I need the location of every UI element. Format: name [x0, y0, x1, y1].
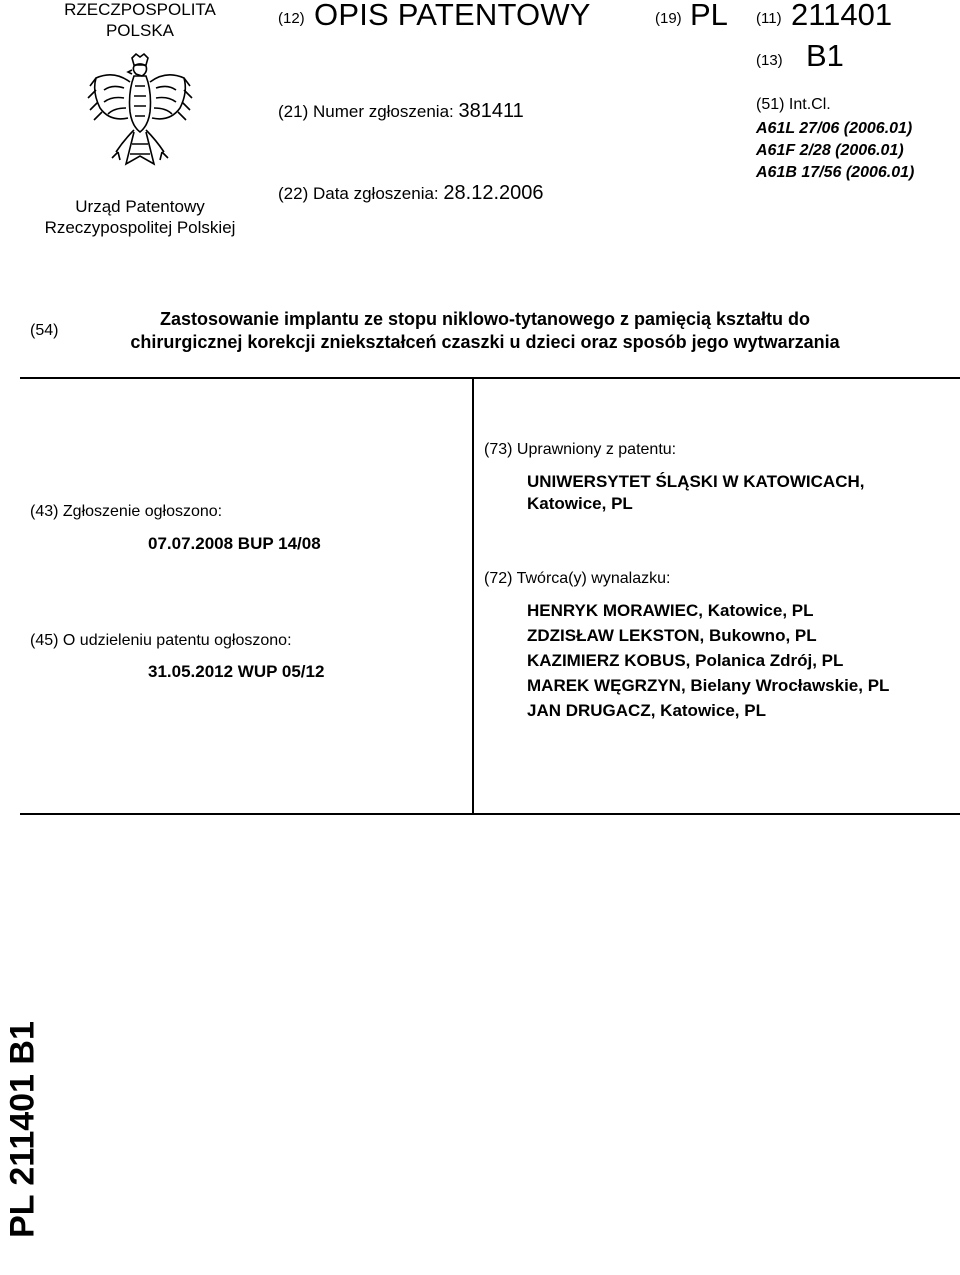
code-22: (22)	[278, 184, 309, 203]
application-date-label: Data zgłoszenia:	[312, 184, 439, 203]
code-19: (19)	[655, 10, 682, 27]
code-72: (72)	[484, 570, 513, 587]
document-type: OPIS PATENTOWY	[314, 0, 591, 32]
invention-title-line-1: Zastosowanie implantu ze stopu niklowo-tytanowego z pamięcią kształtu do	[159, 309, 811, 329]
code-73: (73)	[484, 441, 513, 458]
publication-43-row	[30, 503, 222, 521]
code-12: (12)	[278, 10, 305, 27]
publication-43-label: Zgłoszenie ogłoszono:	[62, 503, 223, 520]
kind-code: B1	[806, 38, 844, 73]
publication-45-value: 31.05.2012 WUP 05/12	[148, 662, 325, 681]
classification-list	[756, 118, 914, 184]
side-patent-label: PL 211401 B1	[3, 1021, 42, 1238]
inventor-item: HENRYK MORAWIEC, Katowice, PL	[527, 601, 814, 620]
classification-heading	[756, 96, 831, 114]
proprietor-block	[527, 471, 864, 515]
country-line-2: POLSKA	[105, 21, 175, 40]
code-51: (51)	[756, 96, 785, 113]
office-name	[40, 196, 240, 238]
proprietor-name: UNIWERSYTET ŚLĄSKI W KATOWICACH,	[527, 472, 865, 491]
application-number: 381411	[458, 100, 524, 122]
code-11: (11)	[756, 10, 782, 27]
inventor-item: KAZIMIERZ KOBUS, Polanica Zdrój, PL	[527, 651, 844, 670]
code-45: (45)	[30, 632, 59, 649]
proprietor-label: Uprawniony z patentu:	[516, 441, 677, 458]
classification-label: Int.Cl.	[788, 96, 831, 113]
inventor-item: JAN DRUGACZ, Katowice, PL	[527, 701, 766, 720]
classification-entry: A61B 17/56 (2006.01)	[756, 164, 915, 181]
application-date-row	[278, 182, 544, 205]
office-line-2: Rzeczypospolitej Polskiej	[44, 218, 236, 237]
bottom-divider	[20, 813, 960, 815]
column-divider	[472, 377, 474, 815]
country-code: PL	[690, 0, 728, 32]
application-number-label: Numer zgłoszenia:	[312, 102, 454, 121]
inventors-list	[527, 598, 889, 723]
proprietor-heading	[484, 441, 676, 459]
title-divider	[20, 377, 960, 379]
code-43: (43)	[30, 503, 59, 520]
code-21: (21)	[278, 102, 309, 121]
classification-entry: A61F 2/28 (2006.01)	[756, 142, 904, 159]
inventor-item: MAREK WĘGRZYN, Bielany Wrocławskie, PL	[527, 676, 890, 695]
publication-45-label: O udzieleniu patentu ogłoszono:	[62, 632, 292, 649]
patent-number: 211401	[791, 0, 893, 32]
publication-45-row	[30, 632, 292, 650]
code-54: (54)	[30, 322, 59, 339]
application-date: 28.12.2006	[443, 182, 544, 204]
inventors-label: Twórca(y) wynalazku:	[516, 570, 671, 587]
country-heading	[40, 0, 240, 41]
polish-eagle-emblem-icon	[84, 52, 196, 180]
invention-title	[90, 308, 880, 354]
country-line-1: RZECZPOSPOLITA	[64, 0, 216, 19]
application-number-row	[278, 100, 524, 123]
publication-43-value: 07.07.2008 BUP 14/08	[148, 534, 321, 553]
invention-title-line-2: chirurgicznej korekcji zniekształceń czaszki u dzieci oraz sposób jego wytwarzania	[130, 332, 840, 352]
office-line-1: Urząd Patentowy	[75, 197, 205, 216]
inventor-item: ZDZISŁAW LEKSTON, Bukowno, PL	[527, 626, 817, 645]
code-13: (13)	[756, 52, 783, 69]
proprietor-place: Katowice, PL	[527, 494, 633, 513]
inventors-heading	[484, 570, 670, 588]
classification-entry: A61L 27/06 (2006.01)	[756, 120, 913, 137]
